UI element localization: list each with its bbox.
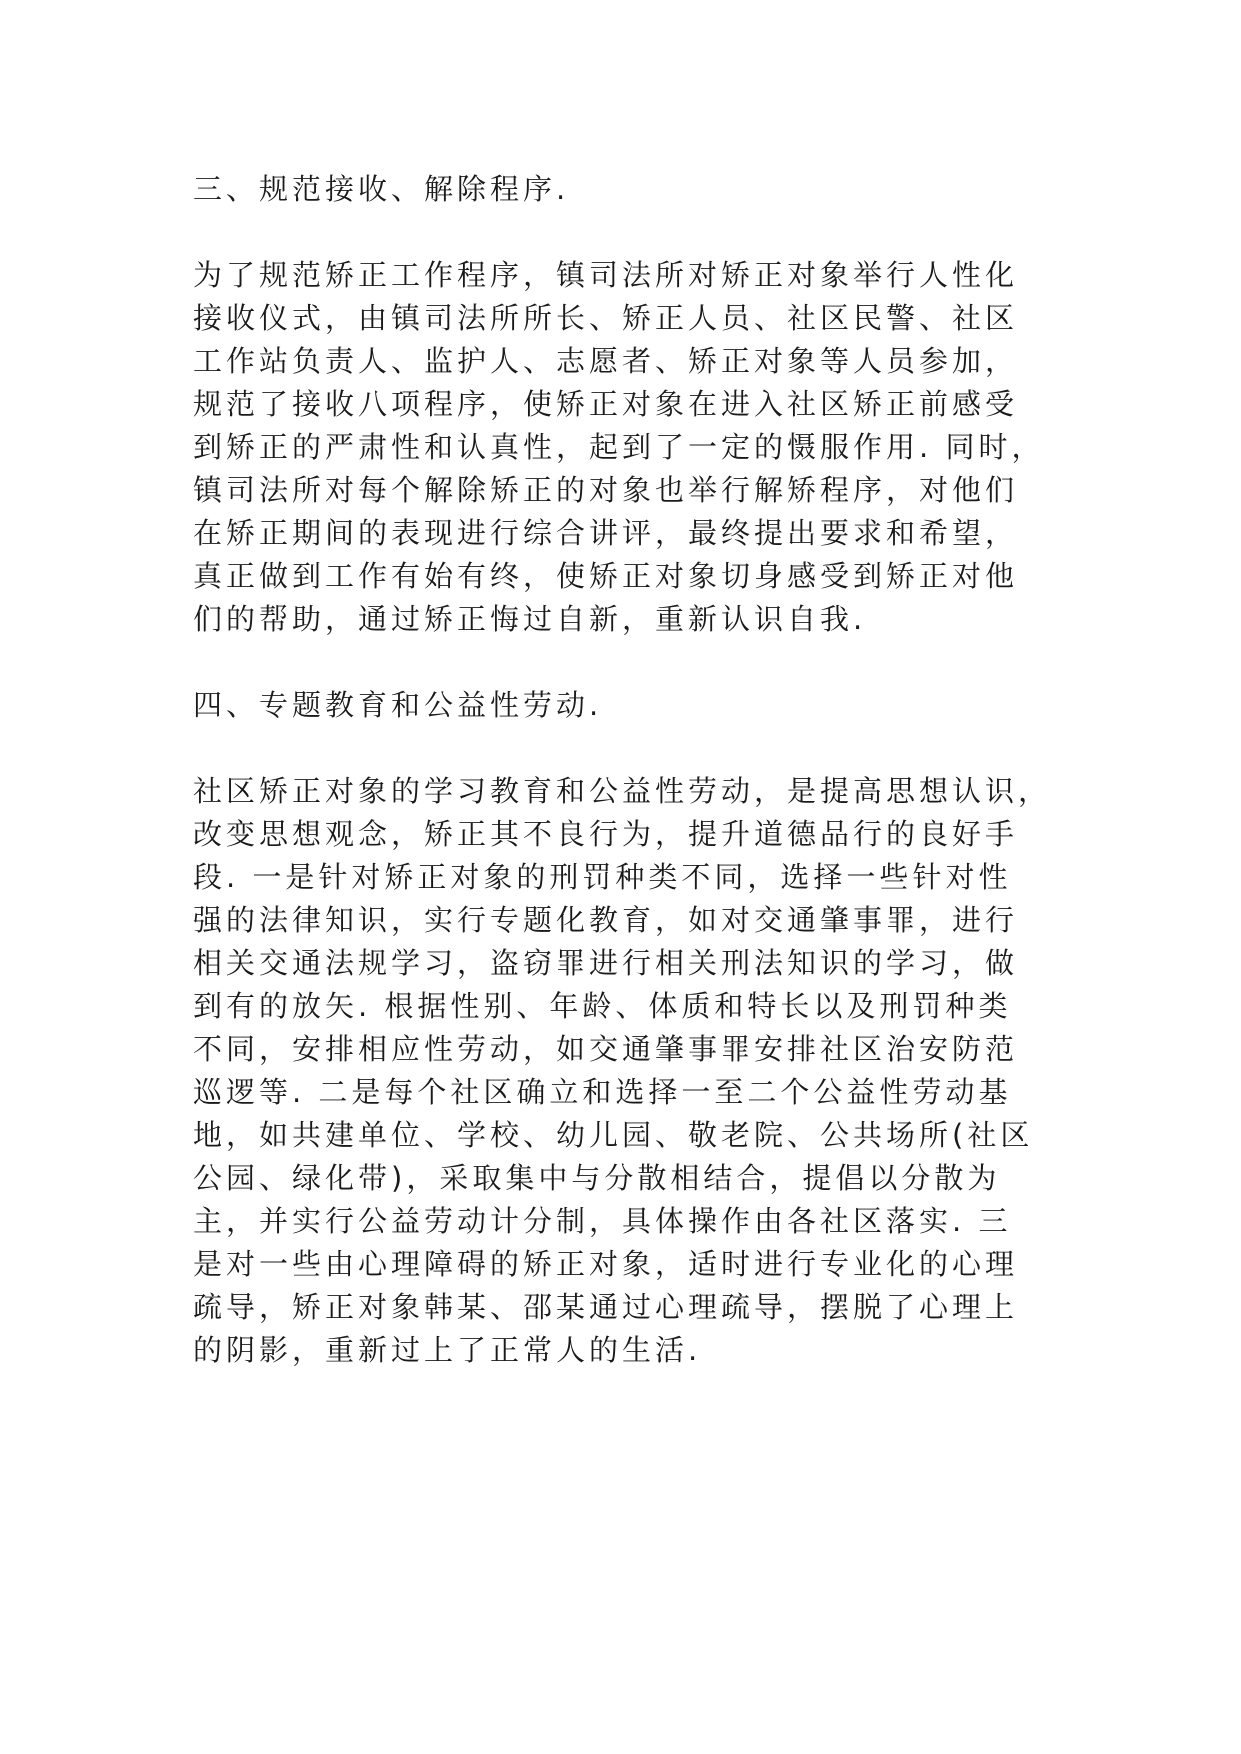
section-paragraph-4 — [193, 770, 1073, 1372]
text-line: 主，并实行公益劳动计分制，具体操作由各社区落实. 三 — [193, 1204, 1012, 1238]
document-body — [193, 168, 1073, 1415]
text-line: 在矫正期间的表现进行综合讲评，最终提出要求和希望， — [193, 516, 1019, 550]
text-line: 接收仪式，由镇司法所所长、矫正人员、社区民警、社区 — [193, 301, 1019, 335]
text-line: 相关交通法规学习，盗窃罪进行相关刑法知识的学习，做 — [193, 946, 1019, 980]
text-line: 镇司法所对每个解除矫正的对象也举行解矫程序，对他们 — [193, 473, 1019, 507]
text-line: 为了规范矫正工作程序，镇司法所对矫正对象举行人性化 — [193, 258, 1019, 292]
text-line: 地，如共建单位、学校、幼儿园、敬老院、公共场所(社区 — [193, 1118, 1034, 1152]
text-line: 真正做到工作有始有终，使矫正对象切身感受到矫正对他 — [193, 559, 1019, 593]
section-heading-4: 四、专题教育和公益性劳动. — [193, 688, 603, 722]
text-line: 社区矫正对象的学习教育和公益性劳动，是提高思想认识， — [193, 774, 1052, 808]
text-line: 强的法律知识，实行专题化教育，如对交通肇事罪，进行 — [193, 903, 1019, 937]
text-line: 公园、绿化带)，采取集中与分散相结合，提倡以分散为 — [193, 1161, 1001, 1195]
text-line: 段. 一是针对矫正对象的刑罚种类不同，选择一些针对性 — [193, 860, 1012, 894]
text-line: 改变思想观念，矫正其不良行为，提升道德品行的良好手 — [193, 817, 1019, 851]
section-heading-3: 三、规范接收、解除程序. — [193, 172, 570, 206]
text-line: 们的帮助，通过矫正悔过自新，重新认识自我. — [193, 602, 867, 636]
text-line: 巡逻等. 二是每个社区确立和选择一至二个公益性劳动基 — [193, 1075, 1012, 1109]
text-line: 不同，安排相应性劳动，如交通肇事罪安排社区治安防范 — [193, 1032, 1019, 1066]
text-line: 到矫正的严肃性和认真性，起到了一定的慑服作用. 同时， — [193, 430, 1045, 464]
text-line: 的阴影，重新过上了正常人的生活. — [193, 1333, 702, 1367]
text-line: 是对一些由心理障碍的矫正对象，适时进行专业化的心理 — [193, 1247, 1019, 1281]
text-line: 疏导，矫正对象韩某、邵某通过心理疏导，摆脱了心理上 — [193, 1290, 1019, 1324]
section-paragraph-3 — [193, 254, 1073, 641]
text-line: 工作站负责人、监护人、志愿者、矫正对象等人员参加， — [193, 344, 1019, 378]
text-line: 规范了接收八项程序，使矫正对象在进入社区矫正前感受 — [193, 387, 1019, 421]
text-line: 到有的放矢. 根据性别、年龄、体质和特长以及刑罚种类 — [193, 989, 1012, 1023]
